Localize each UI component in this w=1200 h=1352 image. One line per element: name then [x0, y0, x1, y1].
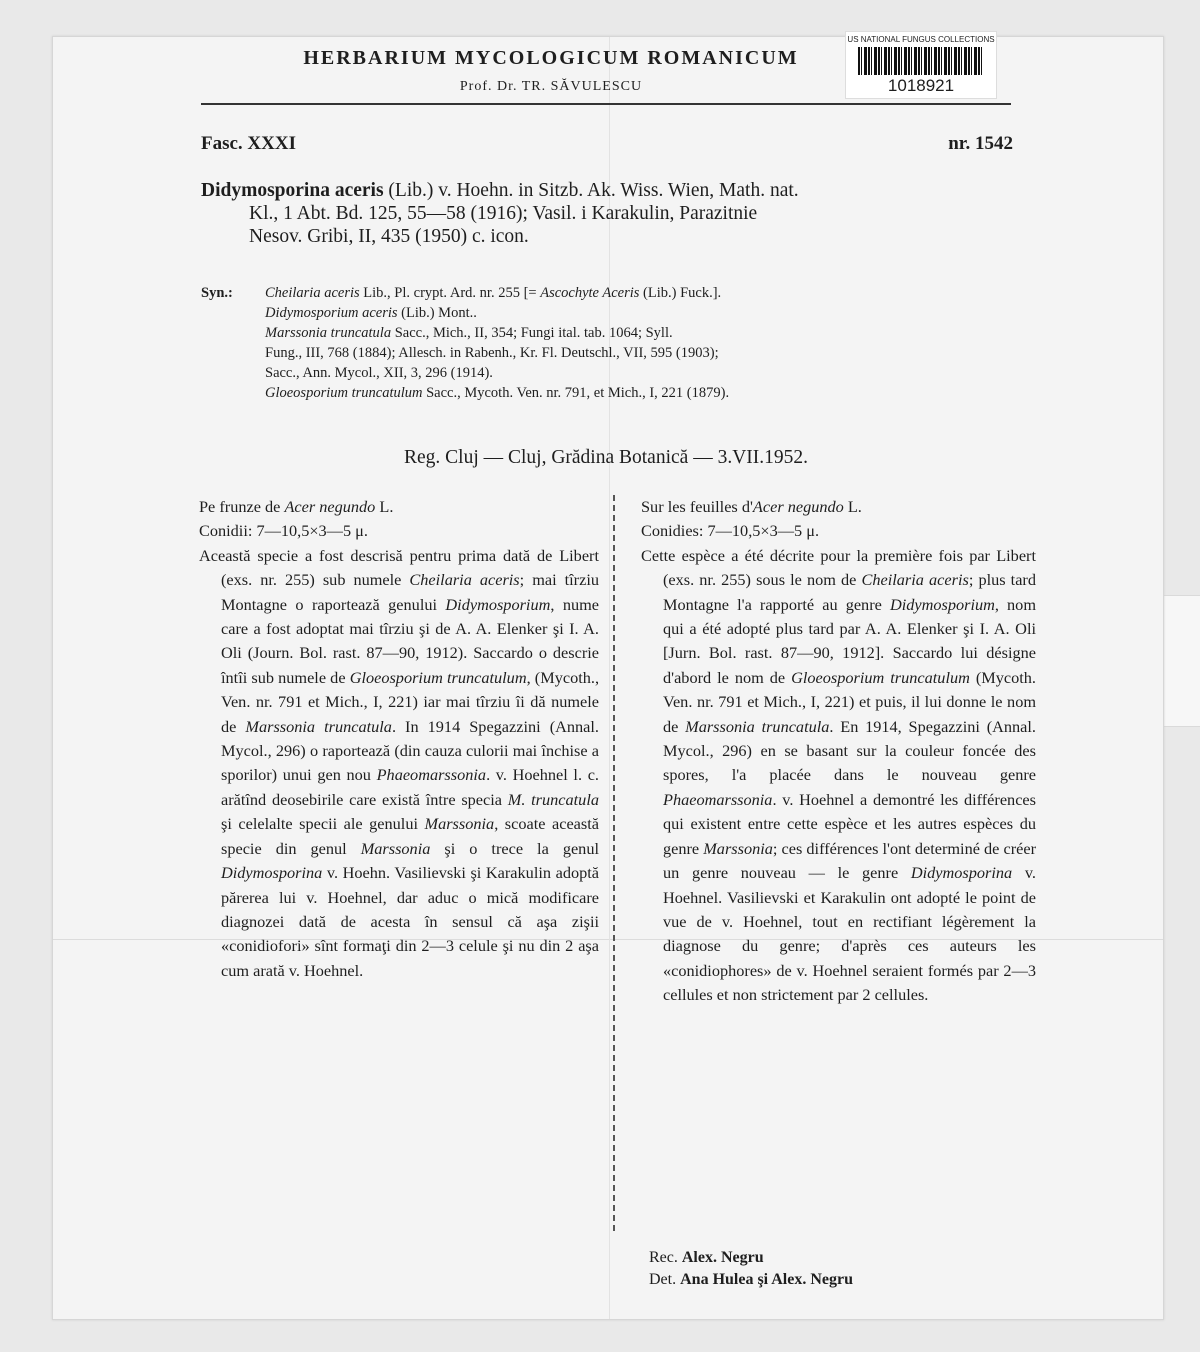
species-name: Didymosporina aceris	[201, 180, 384, 201]
conidia-line: Conidii: 7—10,5×3—5 μ.	[199, 521, 368, 541]
species-citation-line3: Nesov. Gribi, II, 435 (1950) c. icon.	[249, 226, 529, 247]
synonym-line: Didymosporium aceris (Lib.) Mont..	[265, 305, 477, 321]
host-line: Sur les feuilles d'Acer negundo L.	[641, 497, 862, 516]
column-divider	[613, 495, 615, 1231]
synonym-line: Gloeosporium truncatulum Sacc., Mycoth. Ven. nr. 791, et Mich., I, 221 (1879).	[265, 385, 730, 401]
herbarium-label-sheet	[52, 36, 1164, 1320]
barcode-icon	[858, 47, 984, 75]
header-rule	[201, 103, 1011, 105]
french-description	[641, 495, 1036, 1008]
conidia-line: Conidies: 7—10,5×3—5 μ.	[641, 521, 820, 541]
barcode-label	[845, 31, 997, 99]
romanian-description	[199, 495, 599, 983]
synonym-line: Fung., III, 768 (1884); Allesch. in Rabenh., Kr. Fl. Deutschl., VII, 595 (1903);	[265, 345, 719, 361]
fascicle-number: Fasc. XXXI	[201, 133, 296, 154]
herbarium-director: Prof. Dr. TR. SĂVULESCU	[459, 79, 643, 94]
collection-locality: Reg. Cluj — Cluj, Grădina Botanică — 3.VII.1952.	[403, 447, 809, 468]
synonym-line: Cheilaria aceris Lib., Pl. crypt. Ard. nr. 255 [= Ascochyte Aceris (Lib.) Fuck.].	[265, 285, 722, 301]
barcode-number: 1018921	[887, 76, 955, 95]
description-paragraph: Cette espèce a été décrite pour la première fois par Libert (exs. nr. 255) sous le nom de Cheilaria aceris; plus tard Montagne l'a rapporté au genre Didymosporium, nom qui a été adopté plus tard par A. A. Elenker şi I. A. Oli [Jurn. Bol. rast. 87—90, 1912]. Saccardo lui désigne d'abord le nom de Gloeosporium truncatulum (Mycoth. Ven. nr. 791 et Mich., I, 221) et puis, il lui donne le nom de Marssonia truncatula. En 1914, Spegazzini (Annal. Mycol., 296) en se basant sur la couleur foncée des spores, l'a placée dans le nouveau genre Phaeomarssonia. v. Hoehnel a demontré les différences qui existent entre cette espèce et les autres espèces du genre Marssonia; ces différences l'ont determiné de créer un genre nouveau — le genre Didymosporina v. Hoehnel. Vasilievski et Karakulin ont adopté le point de vue de v. Hoehnel, tout en rectifiant légèrement la diagnose du genre; d'après ces auteurs les «conidiophores» de v. Hoehnel seraient formés par 2—3 cellules et non strictement par 2 cellules.	[641, 545, 1037, 1005]
synonyms-label: Syn.:	[201, 285, 233, 301]
synonym-line: Sacc., Ann. Mycol., XII, 3, 296 (1914).	[265, 365, 493, 381]
species-citation-line2: Kl., 1 Abt. Bd. 125, 55—58 (1916); Vasil. i Karakulin, Parazitnie	[249, 203, 758, 224]
barcode-caption: US NATIONAL FUNGUS COLLECTIONS	[847, 35, 995, 44]
specimen-number: nr. 1542	[948, 133, 1013, 154]
host-line: Pe frunze de Acer negundo L.	[199, 497, 394, 516]
collector-line: Rec. Alex. Negru	[649, 1249, 764, 1266]
adjacent-sheet-edge	[1160, 595, 1200, 727]
synonyms-list	[265, 283, 1025, 403]
synonym-line: Marssonia truncatula Sacc., Mich., II, 354; Fungi ital. tab. 1064; Syll.	[265, 325, 673, 341]
herbarium-title: HERBARIUM MYCOLOGICUM ROMANICUM	[303, 47, 799, 69]
determiner-line: Det. Ana Hulea şi Alex. Negru	[649, 1271, 853, 1288]
description-paragraph: Această specie a fost descrisă pentru prima dată de Libert (exs. nr. 255) sub numele Cheilaria aceris; mai tîrziu Montagne o raportează genului Didymosporium, nume care a fost adoptat mai tîrziu şi de A. A. Elenker şi I. A. Oli (Journ. Bol. rast. 87—90, 1912). Saccardo o descrie întîi sub numele de Gloeosporium truncatulum, (Mycoth., Ven. nr. 791 et Mich., I, 221) iar mai tîrziu îi dă numele de Marssonia truncatula. In 1914 Spegazzini (Annal. Mycol., 296) o raportează (din cauza culorii mai închise a sporilor) unui gen nou Phaeomarssonia. v. Hoehnel l. c. arătînd deosebirile care există între specia M. truncatula şi celelalte specii ale genului Marssonia, scoate această specie din genul Marssonia şi o trece la genul Didymosporina v. Hoehn. Vasilievski şi Karakulin adoptă părerea lui v. Hoehnel, dar aduc o mică modificare diagnozei dată de acesta în sensul că aşa zişii «conidiofori» sînt formaţi din 2—3 celule şi nu din 2 aşa cum arată v. Hoehnel.	[199, 545, 600, 980]
collector-determiner	[649, 1247, 853, 1291]
species-citation	[201, 179, 1021, 248]
species-authority: (Lib.) v. Hoehn. in Sitzb. Ak. Wiss. Wien, Math. nat.	[383, 180, 799, 201]
